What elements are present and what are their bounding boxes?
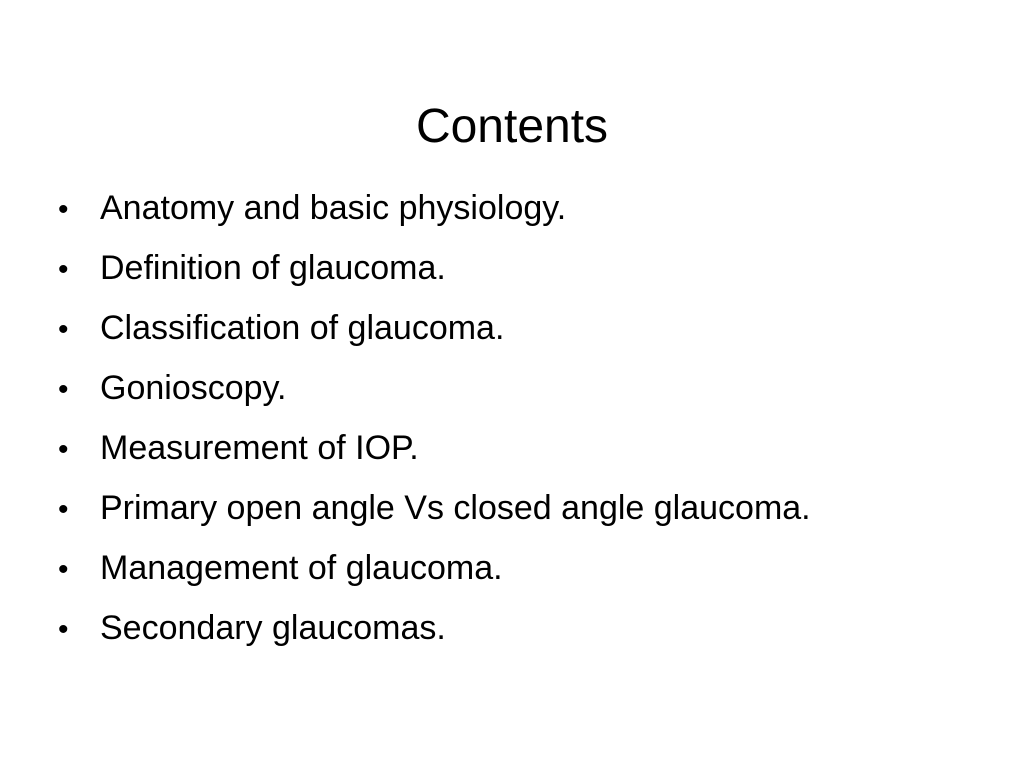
bullet-list xyxy=(58,178,998,658)
bullet-icon: • xyxy=(58,553,69,586)
list-item xyxy=(58,478,998,538)
bullet-icon: • xyxy=(58,313,69,346)
bullet-icon: • xyxy=(58,493,69,526)
bullet-icon: • xyxy=(58,373,69,406)
list-item xyxy=(58,238,998,298)
slide-title: Contents xyxy=(415,100,609,154)
list-item-text: Definition of glaucoma. xyxy=(100,249,446,287)
list-item xyxy=(58,298,998,358)
list-item-text: Gonioscopy. xyxy=(100,369,287,407)
bullet-icon: • xyxy=(58,433,69,466)
list-item xyxy=(58,358,998,418)
list-item xyxy=(58,178,998,238)
list-item-text: Secondary glaucomas. xyxy=(100,609,446,647)
list-item-text: Classification of glaucoma. xyxy=(100,309,505,347)
bullet-icon: • xyxy=(58,253,69,286)
list-item-text: Management of glaucoma. xyxy=(100,549,503,587)
list-item xyxy=(58,538,998,598)
list-item xyxy=(58,418,998,478)
list-item-text: Anatomy and basic physiology. xyxy=(100,189,567,227)
list-item xyxy=(58,598,998,658)
bullet-icon: • xyxy=(58,193,69,226)
list-item-text: Primary open angle Vs closed angle glaucoma. xyxy=(100,489,811,527)
bullet-icon: • xyxy=(58,613,69,646)
list-item-text: Measurement of IOP. xyxy=(100,429,419,467)
